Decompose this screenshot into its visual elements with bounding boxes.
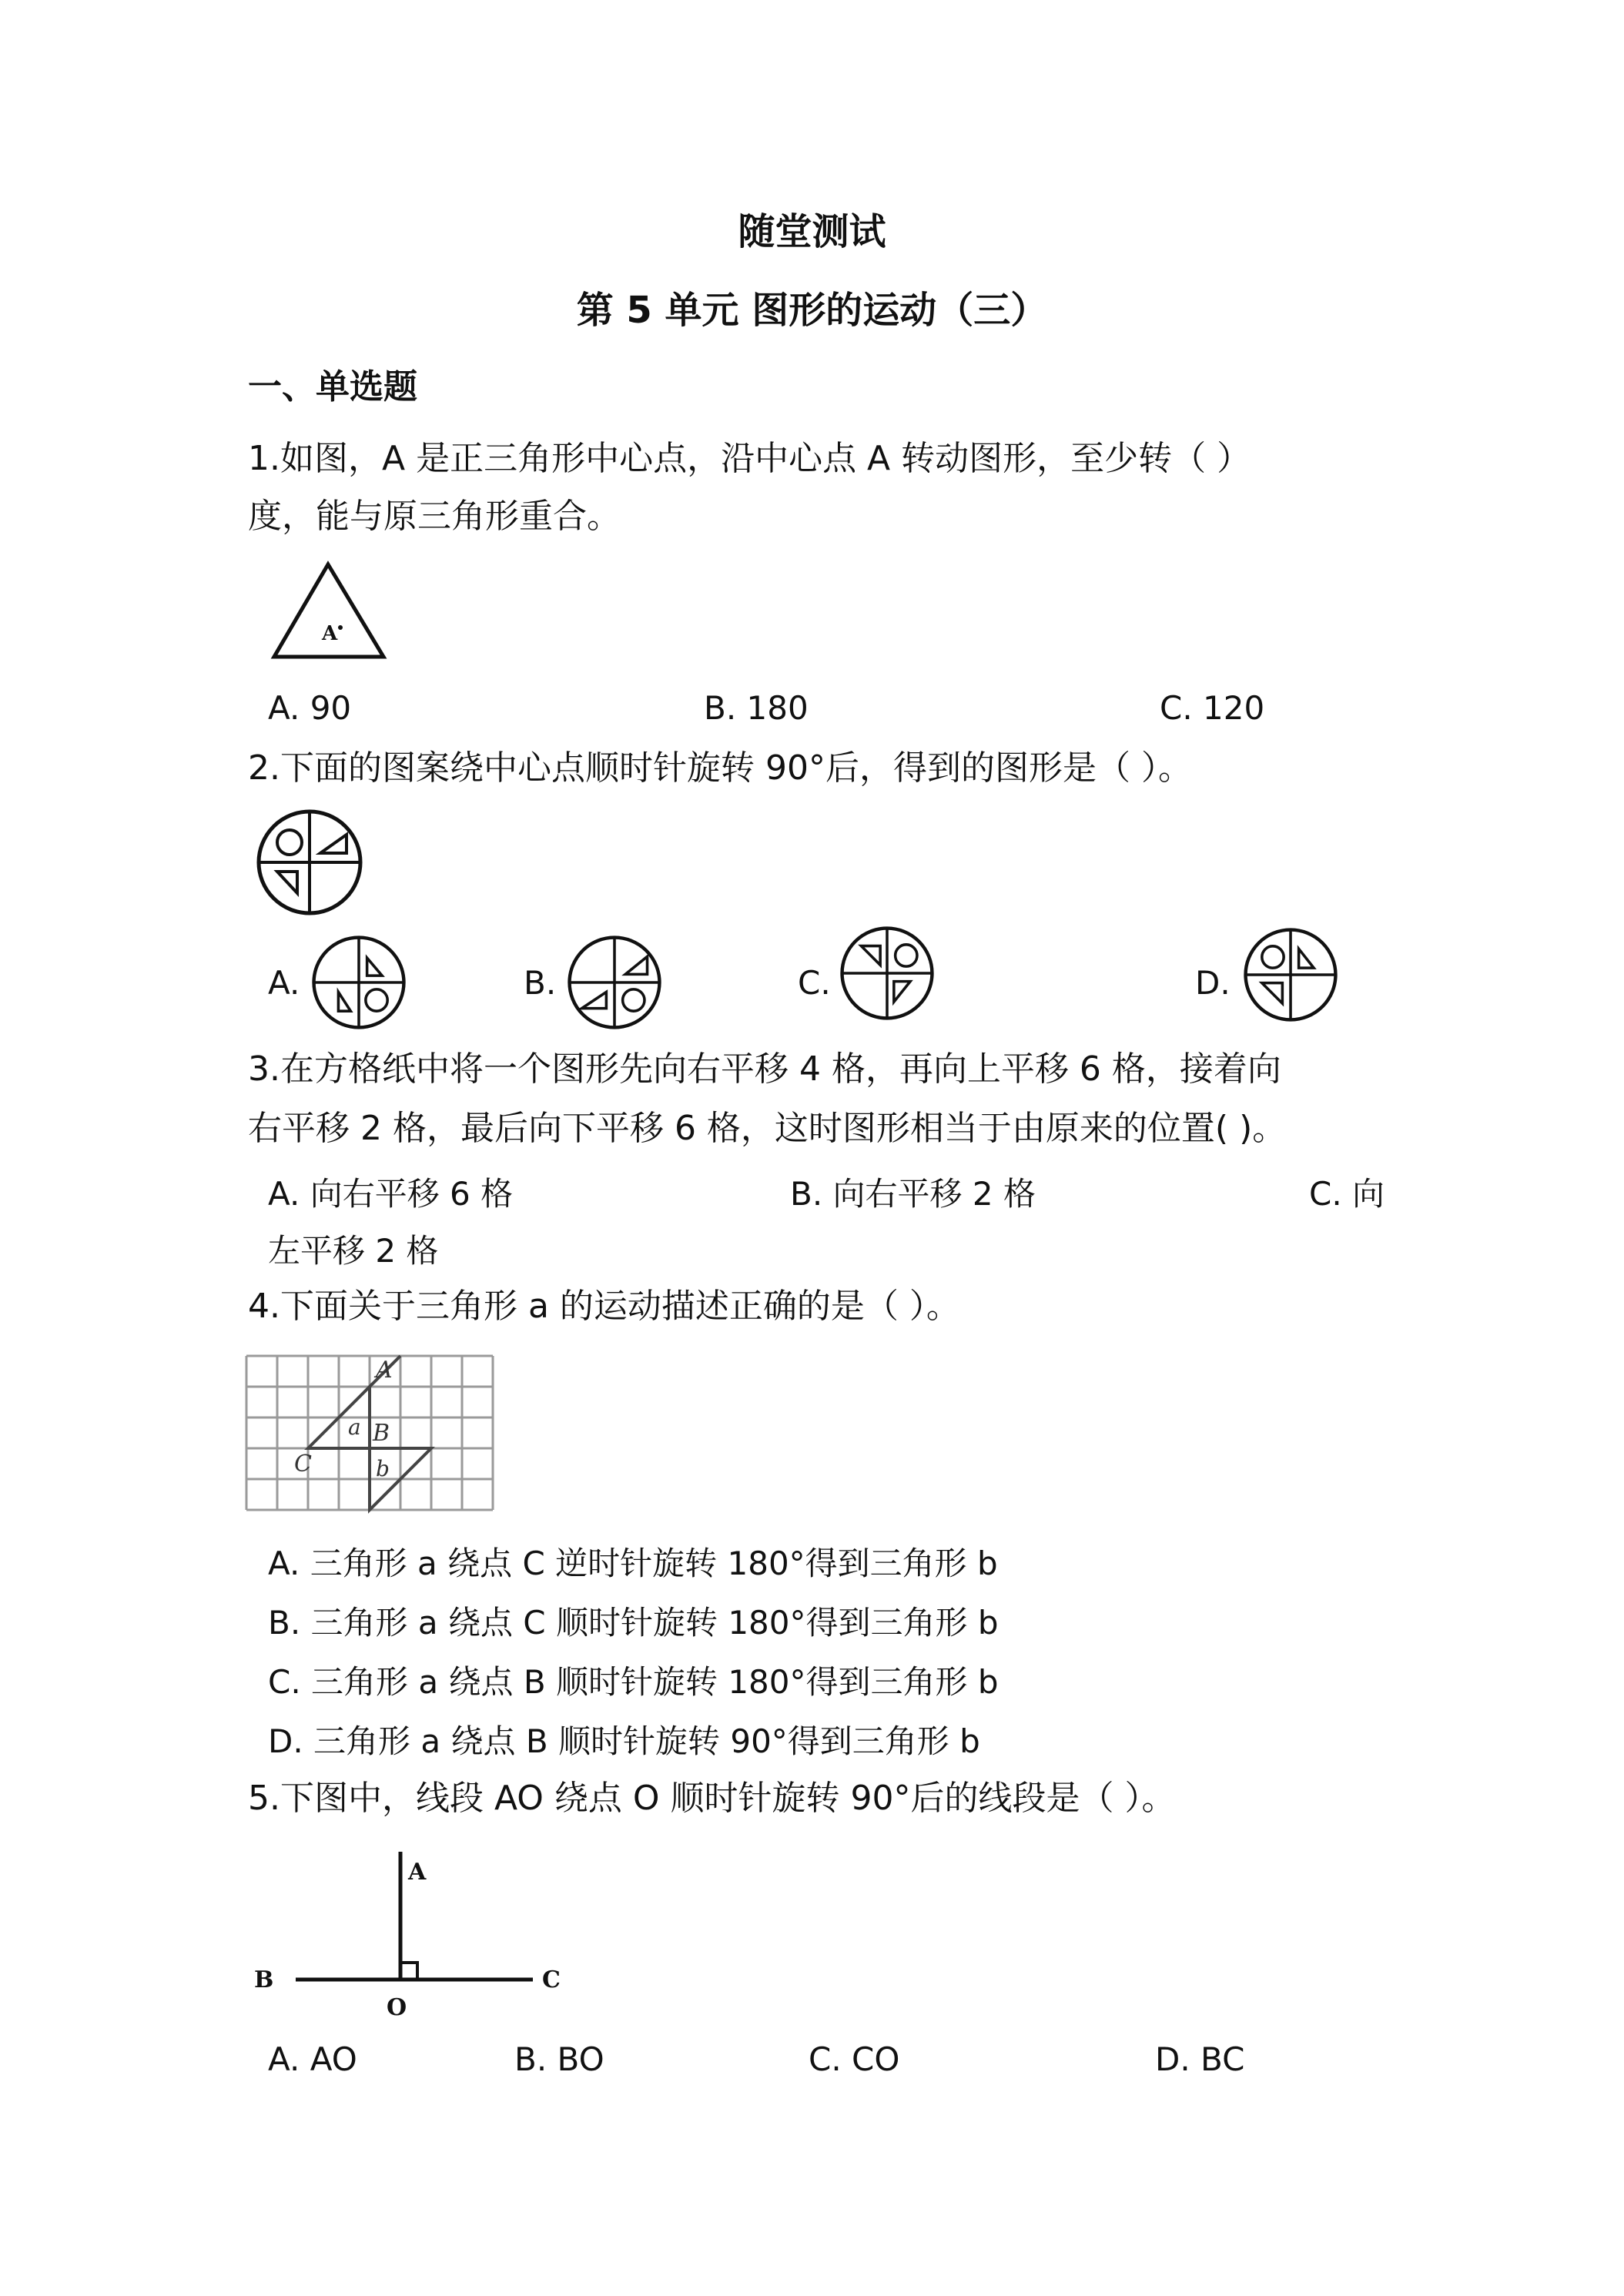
q4-option-c[interactable]: C. 三角形 a 绕点 B 顺时针旋转 180°得到三角形 b	[268, 1663, 999, 1701]
question-4-text: 4.下面关于三角形 a 的运动描述正确的是（ ）。	[248, 1287, 960, 1326]
q3-option-a[interactable]: A. 向右平移 6 格	[268, 1175, 514, 1213]
question-3-line2: 右平移 2 格，最后向下平移 6 格，这时图形相当于由原来的位置( )。	[248, 1109, 1287, 1148]
q1-option-a[interactable]: A. 90	[268, 689, 352, 727]
q2-option-c[interactable]: C.	[798, 964, 831, 1002]
q3-option-b[interactable]: B. 向右平移 2 格	[790, 1175, 1036, 1213]
q4-option-b[interactable]: B. 三角形 a 绕点 C 顺时针旋转 180°得到三角形 b	[268, 1604, 999, 1642]
label-point-b: B	[373, 1420, 390, 1447]
q5-option-c[interactable]: C. CO	[809, 2040, 900, 2078]
section-heading: 一、单选题	[248, 367, 417, 407]
q1-triangle-figure	[270, 558, 393, 666]
right-angle-mark	[400, 1963, 417, 1980]
label-o: O	[387, 1994, 407, 2021]
q5-segment-figure	[246, 1844, 570, 2029]
unit-subtitle: 第 5 单元 图形的运动（三）	[576, 289, 1048, 332]
q2-option-a-pattern	[311, 935, 407, 1030]
question-3-line1: 3.在方格纸中将一个图形先向右平移 4 格，再向上平移 6 格，接着向	[248, 1049, 1281, 1089]
q2-option-b[interactable]: B.	[524, 964, 557, 1002]
q4-option-a[interactable]: A. 三角形 a 绕点 C 逆时针旋转 180°得到三角形 b	[268, 1545, 998, 1582]
question-5-text: 5.下图中，线段 AO 绕点 O 顺时针旋转 90°后的线段是（ ）。	[248, 1779, 1176, 1818]
q1-option-b[interactable]: B. 180	[704, 689, 809, 727]
label-a: A	[408, 1859, 427, 1886]
q2-option-b-pattern	[567, 935, 662, 1030]
q1-option-c[interactable]: C. 120	[1160, 689, 1265, 727]
q2-option-d[interactable]: D.	[1195, 964, 1231, 1002]
q4-grid-figure	[246, 1344, 496, 1521]
q5-option-d[interactable]: D. BC	[1155, 2040, 1245, 2078]
label-triangle-a: a	[348, 1414, 361, 1440]
center-point	[338, 625, 343, 630]
q3-option-c[interactable]: C. 向	[1309, 1175, 1385, 1213]
q5-option-a[interactable]: A. AO	[268, 2040, 357, 2078]
q4-option-d[interactable]: D. 三角形 a 绕点 B 顺时针旋转 90°得到三角形 b	[268, 1722, 980, 1760]
label-triangle-b: b	[376, 1456, 390, 1481]
label-point-a: A	[376, 1357, 393, 1384]
q2-option-c-pattern	[839, 925, 935, 1021]
q5-option-b[interactable]: B. BO	[514, 2040, 604, 2078]
q2-original-pattern	[256, 808, 363, 916]
q3-option-c-wrap: 左平移 2 格	[268, 1232, 439, 1270]
label-point-c: C	[294, 1451, 312, 1478]
center-label-a: A	[322, 622, 338, 645]
question-2-text: 2.下面的图案绕中心点顺时针旋转 90°后，得到的图形是（ ）。	[248, 748, 1192, 788]
question-1-line1: 1.如图，A 是正三角形中心点，沿中心点 A 转动图形，至少转（ ）	[248, 439, 1251, 478]
label-b: B	[254, 1966, 274, 1993]
label-c: C	[542, 1966, 561, 1993]
q2-option-a[interactable]: A.	[268, 964, 300, 1002]
page-title: 随堂测试	[738, 210, 886, 253]
question-1-line2: 度，能与原三角形重合。	[248, 497, 621, 536]
q2-option-d-pattern	[1243, 927, 1338, 1022]
